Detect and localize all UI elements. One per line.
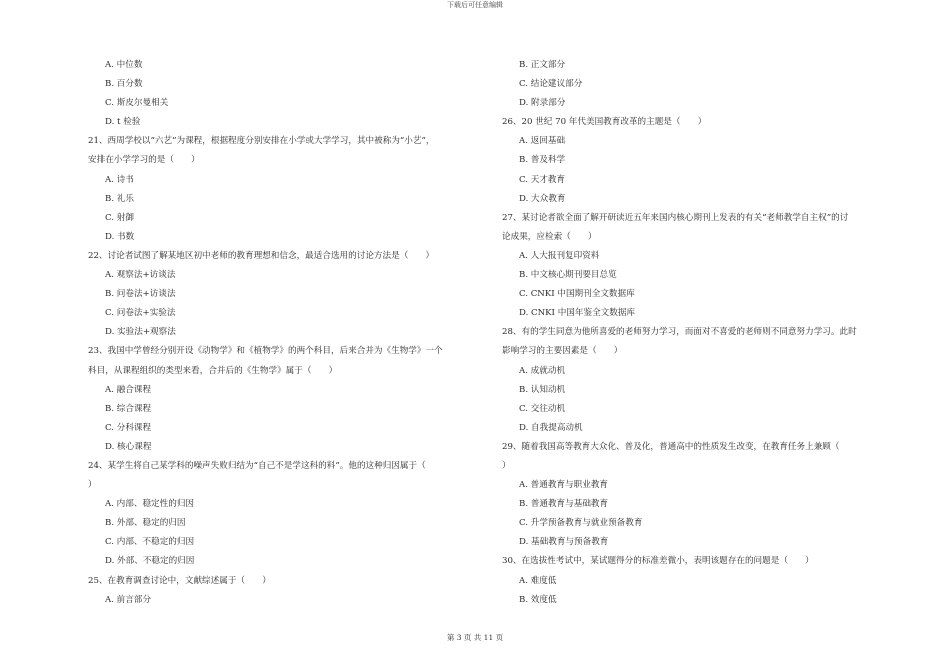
option: C. 射御 <box>105 212 134 223</box>
option: B. 百分数 <box>105 79 143 90</box>
option: D. 大众教育 <box>519 193 566 204</box>
option: A. 观察法+访谈法 <box>105 270 176 281</box>
question-text-line: 安排在小学学习的是（ ） <box>88 155 200 166</box>
right-column <box>502 56 912 610</box>
question-27 <box>502 209 912 247</box>
option: B. 外部、稳定的归因 <box>105 518 186 529</box>
option: D. t 检验 <box>105 117 141 128</box>
option: C. 斯皮尔曼相关 <box>105 98 169 109</box>
question-26: 26、20 世纪 70 年代美国教育改革的主题是（ ） <box>502 117 707 128</box>
option: C. 交往动机 <box>519 403 566 414</box>
question-text-line: 29、随着我国高等教育大众化、普及化，普通高中的性质发生改变，在教育任务上兼顾（ <box>502 441 840 452</box>
question-28 <box>502 323 912 361</box>
question-text-line: 21、西周学校以“六艺”为课程，根据程度分别安排在小学或大学学习，其中被称为“小艺”， <box>88 136 435 147</box>
option: C. 升学预备教育与就业预备教育 <box>519 518 643 529</box>
option: D. 外部、不稳定的归因 <box>105 556 195 567</box>
page-header: 下载后可任意编辑 <box>447 1 503 9</box>
option: B. 问卷法+访谈法 <box>105 289 176 300</box>
option: D. 基础教育与预备教育 <box>519 537 609 548</box>
option: A. 人大报刊复印资料 <box>519 250 600 261</box>
question-29 <box>502 438 912 476</box>
question-text-line: ） <box>502 460 511 471</box>
option: B. 中文核心期刊要目总览 <box>519 270 617 281</box>
question-text-line: 28、有的学生同意为他所喜爱的老师努力学习，而面对不喜爱的老师则不同意努力学习。此时 <box>502 327 857 338</box>
option: A. 中位数 <box>105 60 143 70</box>
option: D. 实验法+观察法 <box>105 327 176 338</box>
option: B. 效度低 <box>519 594 557 605</box>
question-text-line: 影响学习的主要因素是（ ） <box>502 346 623 357</box>
option: D. 附录部分 <box>519 98 566 109</box>
option: D. 书数 <box>105 231 135 242</box>
option: B. 正文部分 <box>519 60 566 70</box>
question-text-line: ） <box>88 480 97 491</box>
option: B. 综合课程 <box>105 403 152 414</box>
option: C. 内部、不稳定的归因 <box>105 537 195 548</box>
question-24 <box>88 457 498 495</box>
option: B. 普及科学 <box>519 155 566 166</box>
question-text-line: 24、某学生将自己某学科的噪声失败归结为“自己不是学这科的料”。他的这种归因属于（ <box>88 460 426 471</box>
question-25: 25、在教育调查讨论中，文献综述属于（ ） <box>88 575 271 586</box>
question-text-line: 27、某讨论者欲全面了解开研读近五年来国内核心期刊上发表的有关“老师教学自主权”的讨 <box>502 212 849 223</box>
option: A. 普通教育与职业教育 <box>519 480 609 491</box>
option: A. 成就动机 <box>519 365 566 376</box>
option: A. 诗书 <box>105 174 134 185</box>
option: A. 融合课程 <box>105 384 152 395</box>
question-text-line: 科目，从课程组织的类型来看，合并后的《生物学》属于（ ） <box>88 365 338 376</box>
option: D. 核心课程 <box>105 441 152 452</box>
question-22: 22、讨论者试图了解某地区初中老师的教育理想和信念，最适合选用的讨论方法是（ ） <box>88 250 435 261</box>
option: A. 前言部分 <box>105 594 152 605</box>
option: D. CNKI 中国年鉴全文数据库 <box>519 308 636 319</box>
option: B. 普通教育与基础教育 <box>519 499 609 510</box>
question-21 <box>88 132 498 170</box>
option: C. CNKI 中国期刊全文数据库 <box>519 289 635 300</box>
question-30: 30、在选拔性考试中，某试题得分的标准差微小，表明该题存在的问题是（ ） <box>502 556 814 567</box>
option: A. 难度低 <box>519 575 557 586</box>
option: C. 分科课程 <box>105 422 152 433</box>
page-footer: 第 3 页 共 11 页 <box>446 633 504 642</box>
question-text-line: 23、我国中学曾经分别开设《动物学》和《植物学》的两个科目，后来合并为《生物学》一个 <box>88 346 443 357</box>
question-23 <box>88 342 498 380</box>
option: C. 天才教育 <box>519 174 566 185</box>
option: B. 礼乐 <box>105 193 134 204</box>
option: D. 自我提高动机 <box>519 422 583 433</box>
option: A. 返回基础 <box>519 136 566 147</box>
question-text-line: 论成果，应检索（ ） <box>502 231 597 242</box>
left-column <box>88 56 498 610</box>
option: C. 问卷法+实验法 <box>105 308 176 319</box>
option: B. 认知动机 <box>519 384 566 395</box>
option: A. 内部、稳定性的归因 <box>105 499 195 510</box>
option: C. 结论建议部分 <box>519 79 583 90</box>
